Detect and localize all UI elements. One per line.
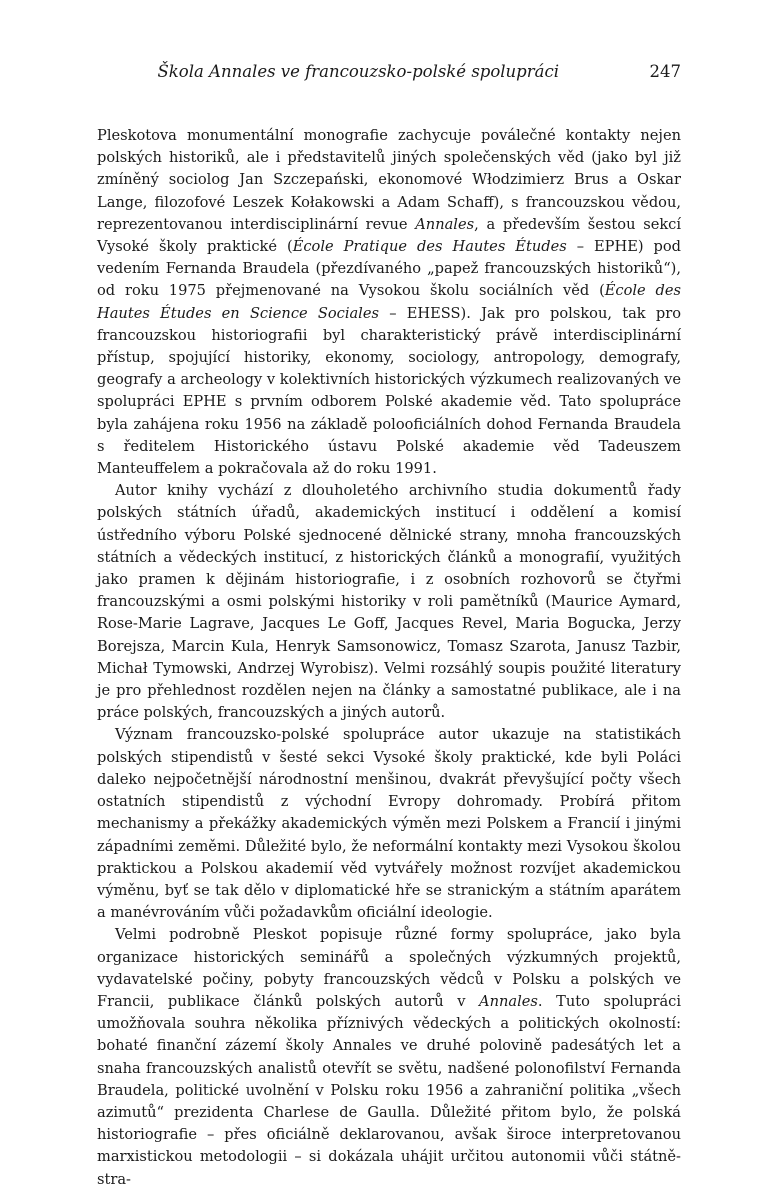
text-segment: . Tuto spolupráci umožňovala souhra několika příznivých vědeckých a politických okolností: bohaté finanční zázemí školy Annales ve druhé polovině padesátých let a snaha francouzských analistů otevřít se světu, nadšené polonofilství Fernanda Braudela, politické uvolnění v Polsku roku 1956 a zahraniční politika „všech azimutů“ prezidenta Charlese de Gaulla. Důležité přitom bylo, že polská historiografie – přes oficiálně deklarovanou, avšak široce interpretovanou marxistickou metodologii – si dokázala uhájit určitou autonomii vůči státně-stra- bbox=[97, 992, 681, 1188]
paragraph bbox=[97, 924, 681, 1190]
italic-text-segment: École Pratique des Hautes Études bbox=[292, 238, 567, 256]
text-segment: Význam francouzsko-polské spolupráce autor ukazuje na statistikách polských stipendistů v šesté sekci Vysoké školy praktické, kde byli Poláci daleko nejpočetnější národnostní menšinou, dvakrát převyšující počty všech ostatních stipendistů z východní Evropy dohromady. Probírá přitom mechanismy a překážky akademických výměn mezi Polskem a Francií i jinými západními zeměmi. Důležité bylo, že neformální kontakty mezi Vysokou školou praktickou a Polskou akademií věd vytvářely možnost rozvíjet akademickou výměnu, byť se tak dělo v diplomatické hře se stranickým a státním aparátem a manévrováním vůči požadavkům oficiální ideologie. bbox=[97, 726, 681, 922]
paragraph bbox=[97, 125, 681, 480]
text-segment: , a především šestou sekcí Vysoké školy praktické ( bbox=[97, 215, 682, 256]
paragraph bbox=[97, 724, 681, 924]
running-head bbox=[97, 60, 681, 84]
text-segment: – EHESS). Jak pro polskou, tak pro francouzskou historiografii byl charakteristický právě interdisciplinární přístup, spojující historiky, ekonomy, sociology, antropology, demografy, geografy a archeology v kolektivních historických výzkumech realizovaných ve spolupráci EPHE s prvním odborem Polské akademie věd. Tato spolupráce byla zahájena roku 1956 na základě polooficiálních dohod Fernanda Braudela s ředitelem Historického ústavu Polské akademie věd Tadeuszem Manteuffelem a pokračovala až do roku 1991. bbox=[97, 304, 681, 478]
italic-text-segment: Annales bbox=[415, 215, 475, 233]
text-segment: Pleskotova monumentální monografie zachycuje poválečné kontakty nejen polských historiků, ale i představitelů jiných společenských věd (jako byl již zmíněný sociolog Jan Szczepański, ekonomové Włodzimierz Brus a Oskar Lange, filozofové Leszek Kołakowski a Adam Schaff), s francouzskou vědou, reprezentovanou interdisciplinární revue bbox=[97, 127, 681, 233]
text-segment: – EPHE) pod vedením Fernanda Braudela (přezdívaného „papež francouzských historiků“), od roku 1975 přejmenované na Vysokou školu sociálních věd ( bbox=[97, 238, 682, 300]
page-number: 247 bbox=[649, 62, 681, 81]
italic-text-segment: École des Hautes Études en Science Sociales bbox=[97, 282, 681, 322]
italic-text-segment: Annales bbox=[479, 992, 538, 1010]
paragraph bbox=[97, 480, 681, 724]
text-segment: Velmi podrobně Pleskot popisuje různé formy spolupráce, jako byla organizace historických seminářů a společných výzkumných projektů, vydavatelské počiny, pobyty francouzských vědců v Polsku a polských ve Francii, publikace článků polských autorů v bbox=[97, 926, 681, 1010]
body-text bbox=[97, 125, 681, 1191]
running-title: Škola Annales ve francouzsko-polské spolupráci bbox=[157, 62, 559, 81]
text-segment: Autor knihy vychází z dlouholetého archivního studia dokumentů řady polských státních úřadů, akademických institucí i oddělení a komisí ústředního výboru Polské sjednocené dělnické strany, mnoha francouzských státních a vědeckých institucí, z historických článků a monografií, využitých jako pramen k dějinám historiografie, i z osobních rozhovorů se čtyřmi francouzskými a osmi polskými historiky v roli pamětníků (Maurice Aymard, Rose-Marie Lagrave, Jacques Le Goff, Jacques Revel, Maria Bogucka, Jerzy Borejsza, Marcin Kula, Henryk Samsonowicz, Tomasz Szarota, Janusz Tazbir, Michał Tymowski, Andrzej Wyrobisz). Velmi rozsáhlý soupis použité literatury je pro přehlednost rozdělen nejen na články a samostatné publikace, ale i na práce polských, francouzských a jiných autorů. bbox=[97, 482, 681, 722]
